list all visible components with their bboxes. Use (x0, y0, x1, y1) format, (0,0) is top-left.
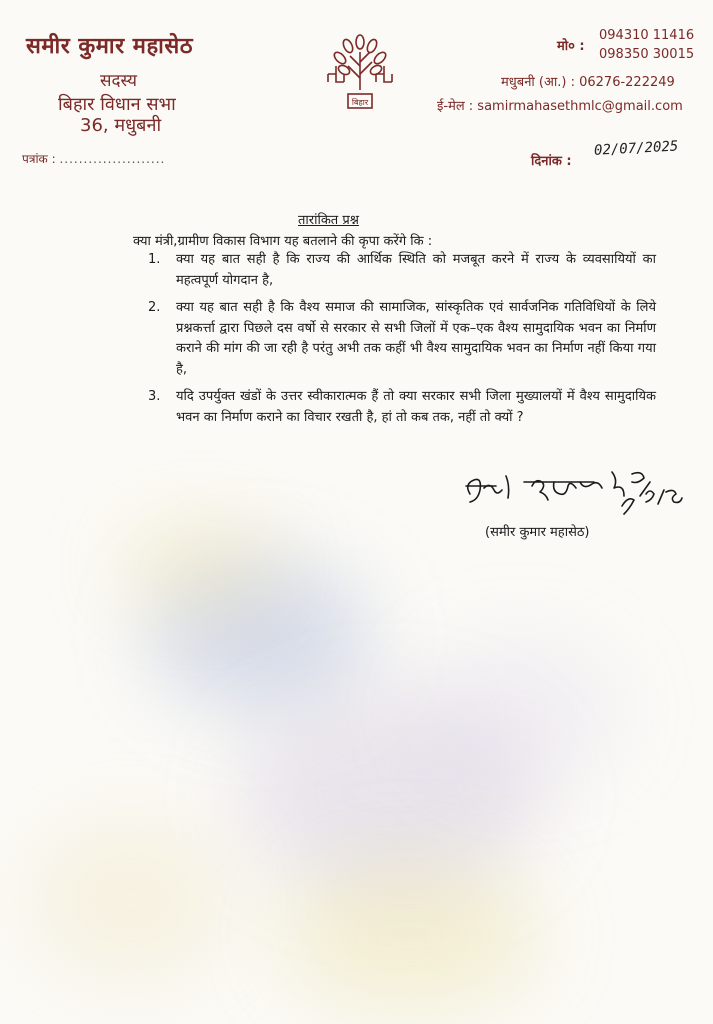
question-list (148, 250, 656, 435)
bihar-emblem-icon (322, 30, 398, 112)
paper-stain (240, 700, 540, 890)
patrank-dots: ...................... (59, 152, 166, 166)
patrank-label: पत्रांक : (22, 152, 56, 166)
question-item (148, 298, 656, 380)
question-text: क्या यह बात सही है कि वैश्य समाज की सामाजिक, सांस्कृतिक एवं सार्वजनिक गतिविधियों के लिये प्रश्नकर्त्ता द्वारा पिछले दस वर्षो से सरकार से सभी जिलों में एक–एक वैश्य सामुदायिक भवन का निर्माण कराने की मांग की जा रही है परंतु अभी तक कहीं भी वैश्य सामुदायिक भवन का निर्माण नहीं किया गया है, (176, 300, 656, 377)
email-address: ई-मेल : samirmahasethmlc@gmail.com (437, 99, 683, 114)
mobile-number: 094310 11416 (599, 28, 695, 43)
question-text: क्या यह बात सही है कि राज्य की आर्थिक स्थिति को मजबूत करने में राज्य के व्यवसायियों का महत्वपूर्ण योगदान है, (176, 252, 656, 288)
question-text: यदि उपर्युक्त खंडों के उत्तर स्वीकारात्मक हैं तो क्या सरकार सभी जिला मुख्यालयों में वैश्य सामुदायिक भवन का निर्माण कराने का विचार रखती है, हां तो कब तक, नहीं तो क्यों ? (176, 389, 656, 425)
paper-stain (150, 560, 370, 710)
paper-stain (280, 860, 540, 1010)
sender-assembly: बिहार विधान सभा (58, 94, 176, 115)
emblem-label: बिहार (351, 98, 369, 107)
question-item (148, 387, 656, 428)
landline-number: मधुबनी (आ.) : 06276-222249 (501, 75, 675, 90)
patrank-field (22, 150, 165, 167)
paper-stain (30, 820, 230, 980)
sender-name: समीर कुमार महासेठ (26, 34, 193, 59)
mobile-number: 098350 30015 (599, 47, 695, 62)
mobile-label: मो० : (557, 39, 585, 54)
question-number: 3. (148, 389, 161, 404)
sender-constituency: 36, मधुबनी (80, 115, 162, 136)
question-item (148, 250, 656, 291)
paper-stain (120, 520, 280, 610)
paper-stain (420, 640, 620, 780)
sender-designation: सदस्य (100, 71, 137, 91)
question-intro: क्या मंत्री,ग्रामीण विकास विभाग यह बतलाने की कृपा करेंगे कि : (133, 234, 433, 249)
mobile-numbers (599, 26, 694, 64)
document-heading: तारांकित प्रश्न (298, 213, 359, 228)
signatory-name: (समीर कुमार महासेठ) (485, 525, 590, 540)
handwritten-signature (462, 466, 684, 518)
handwritten-date: 02/07/2025 (593, 138, 679, 159)
question-number: 2. (148, 300, 161, 315)
dinank-label: दिनांक : (531, 154, 572, 169)
question-number: 1. (148, 252, 161, 267)
